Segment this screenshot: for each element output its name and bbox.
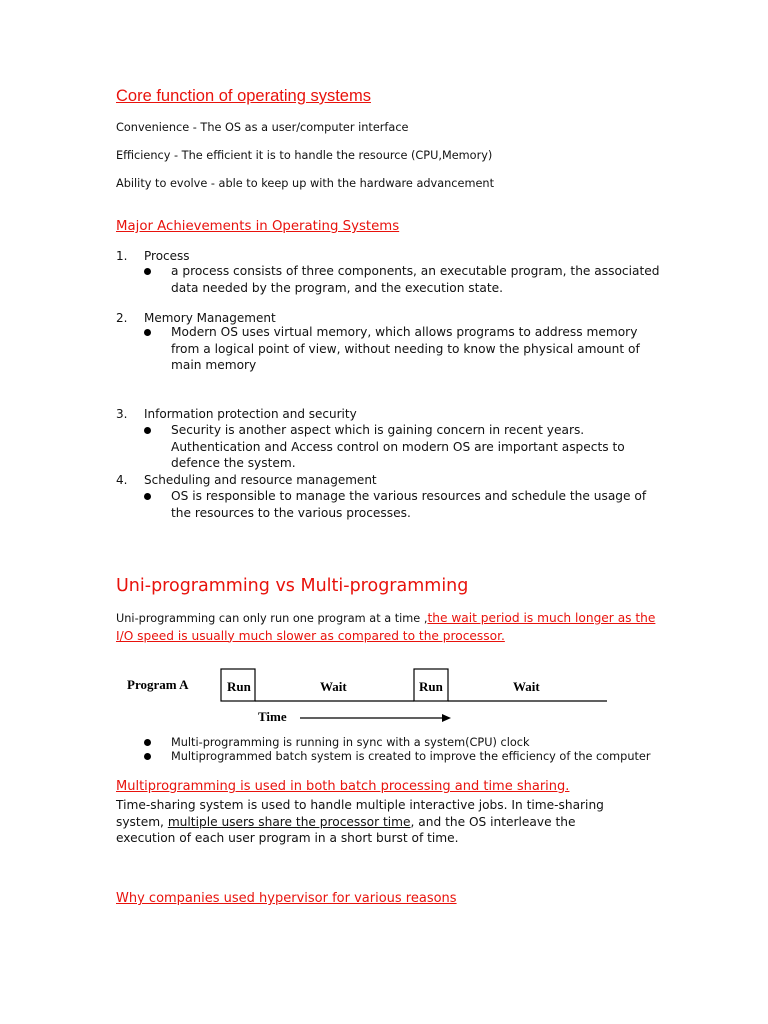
hypervisor-heading: Why companies used hypervisor for various reasons	[116, 891, 457, 906]
core-line-efficiency: Efficiency - The efficient it is to handle the resource (CPU,Memory)	[116, 149, 493, 162]
bullet-dot	[144, 268, 151, 275]
item-number: 4.	[116, 473, 128, 487]
uni-paragraph	[116, 610, 656, 644]
multi-heading: Multiprogramming is used in both batch processing and time sharing.	[116, 779, 570, 794]
multi-paragraph	[116, 797, 636, 847]
item-text-security: Security is another aspect which is gaining concern in recent years. Authentication and Access control on modern OS are important aspects to defence the system.	[171, 423, 625, 470]
run-wait-diagram	[118, 662, 618, 728]
item-number: 2.	[116, 311, 128, 325]
item-label-security: Information protection and security	[144, 407, 357, 421]
item-text-process: a process consists of three components, an executable program, the associated data needed by the program, and the execution state.	[171, 264, 660, 295]
item-label-memory: Memory Management	[144, 311, 276, 325]
multi-bullet-batch: Multiprogrammed batch system is created to improve the efficiency of the computer	[171, 750, 651, 763]
bullet-dot	[144, 739, 151, 746]
item-number: 1.	[116, 249, 128, 263]
run-label-1: Run	[227, 679, 251, 694]
core-line-convenience: Convenience - The OS as a user/computer interface	[116, 121, 409, 134]
bullet-dot	[144, 427, 151, 434]
wait-label-2: Wait	[513, 679, 540, 694]
multi-paragraph-b: , and the OS interleave the execution of each user program in a short burst of time.	[116, 814, 576, 845]
bullet-dot	[144, 753, 151, 760]
diagram-program-label: Program A	[127, 677, 189, 692]
item-text-memory: Modern OS uses virtual memory, which allows programs to address memory from a logical point of view, without needing to know the physical amount of main memory	[171, 325, 640, 372]
multi-bullet-sync: Multi-programming is running in sync with a system(CPU) clock	[171, 736, 530, 749]
item-label-scheduling: Scheduling and resource management	[144, 473, 377, 487]
time-label: Time	[258, 709, 287, 724]
core-line-evolve: Ability to evolve - able to keep up with the hardware advancement	[116, 177, 495, 190]
multi-paragraph-underlined: multiple users share the processor time	[167, 814, 411, 829]
item-text-scheduling: OS is responsible to manage the various resources and schedule the usage of the resources to the various processes.	[171, 489, 647, 520]
multi-paragraph-a: Time-sharing system is used to handle multiple interactive jobs. In time-sharing system,	[116, 798, 604, 829]
time-arrow-head	[442, 714, 451, 722]
wait-label-1: Wait	[320, 679, 347, 694]
bullet-dot	[144, 329, 151, 336]
core-title: Core function of operating systems	[116, 87, 371, 105]
uni-title: Uni-programming vs Multi-programming	[116, 576, 469, 596]
bullet-dot	[144, 493, 151, 500]
uni-paragraph-red: the wait period is much longer as the I/O speed is usually much slower as compared to the processor.	[116, 611, 656, 643]
item-number: 3.	[116, 407, 128, 421]
uni-paragraph-prefix: Uni-programming can only run one program at a time ,	[116, 612, 428, 625]
achievements-title: Major Achievements in Operating Systems	[116, 219, 400, 234]
run-label-2: Run	[419, 679, 443, 694]
item-label-process: Process	[144, 249, 190, 263]
